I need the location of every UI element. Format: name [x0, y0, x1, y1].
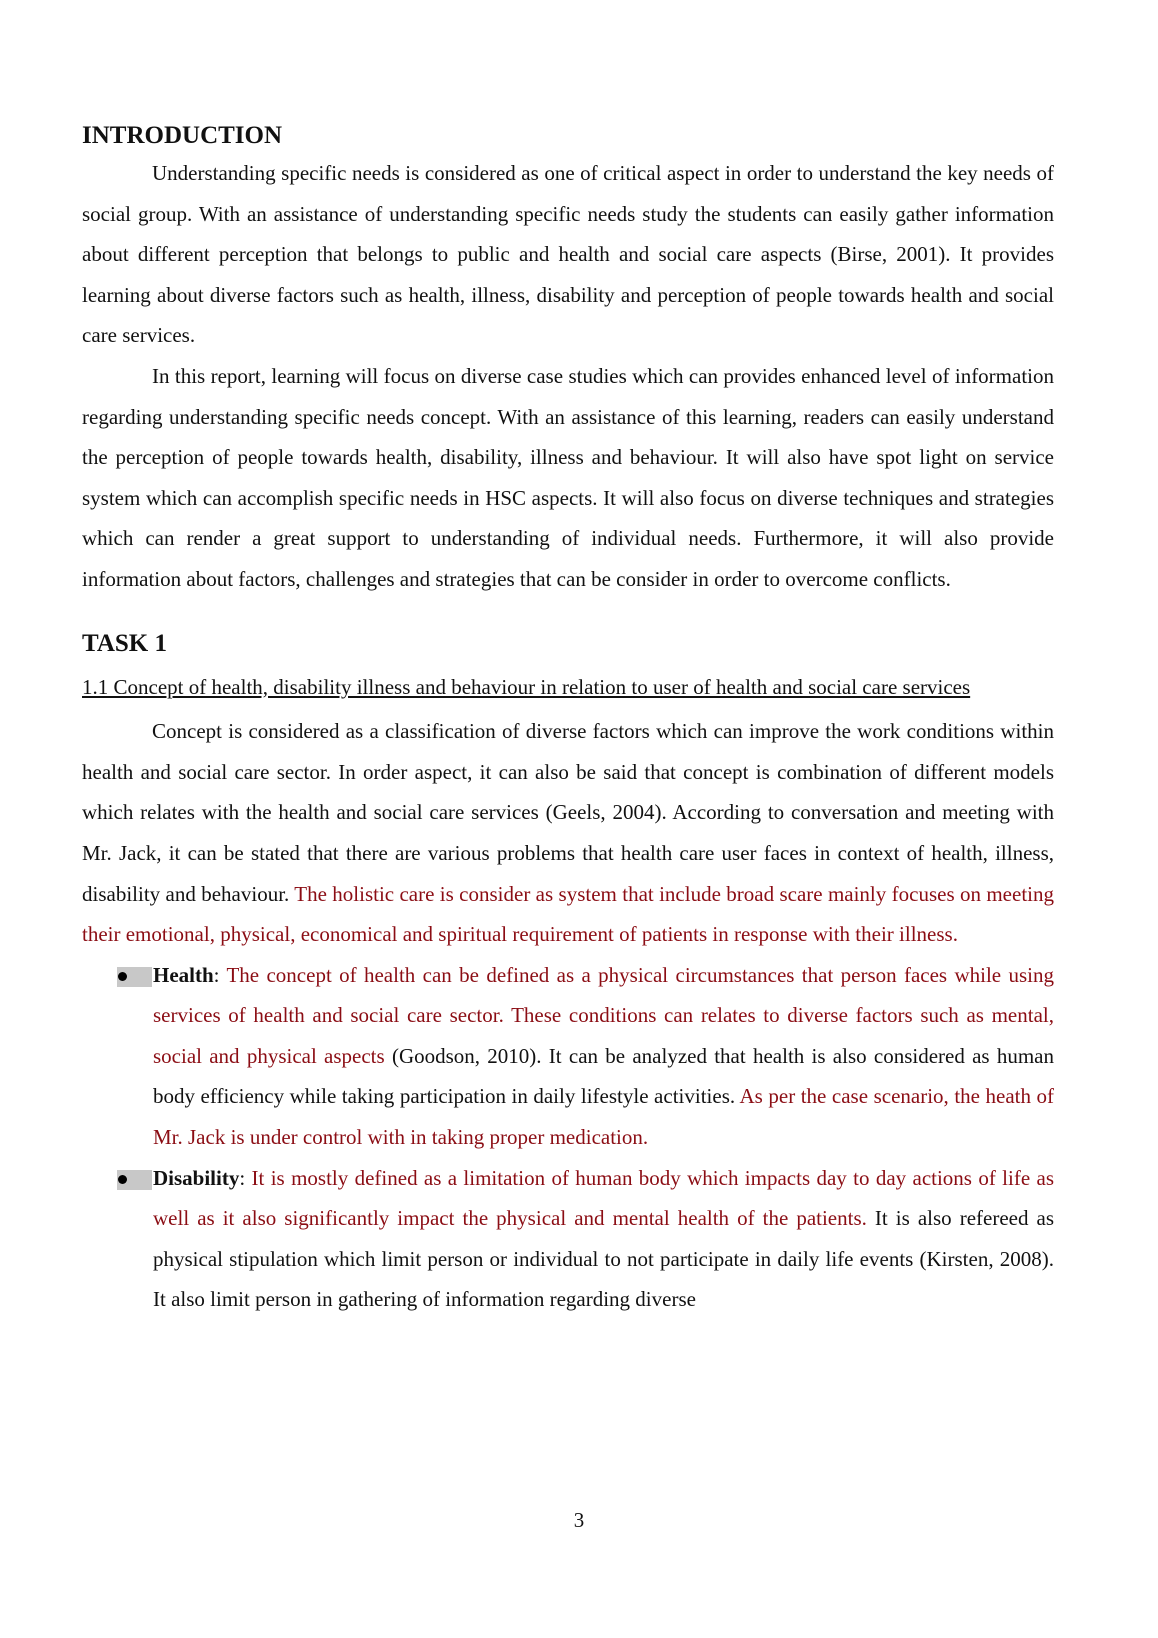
introduction-paragraph-1: Understanding specific needs is considered as one of critical aspect in order to understand the key needs of social group. With an assistance of understanding specific needs study the students can easily gather information about different perception that belongs to public and health and social care aspects (Birse, 2001). It provides learning about diverse factors such as health, illness, disability and perception of people towards health and social care services. [82, 161, 1054, 348]
bullet-term: Disability [153, 1165, 240, 1190]
concept-paragraph [82, 711, 1054, 955]
task-1-heading: TASK 1 [82, 629, 167, 657]
introduction-paragraph-2: In this report, learning will focus on diverse case studies which can provides enhanced level of information regarding understanding specific needs concept. With an assistance of this learning, readers can easily understand the perception of people towards health, disability, illness and behaviour. It will also have spot light on service system which can accomplish specific needs in HSC aspects. It will also focus on diverse techniques and strategies which can render a great support to understanding of individual needs. Furthermore, it will also provide information about factors, challenges and strategies that can be consider in order to overcome conflicts. [82, 363, 1054, 591]
bullet-highlighted-text: As per the case scenario, the heath of Mr. Jack is under control with in taking proper medication. [153, 1084, 1055, 1150]
bullet-separator: : [213, 962, 227, 987]
list-item-disability [153, 1158, 1054, 1320]
bullet-text: (Goodson, 2010). It can be analyzed that health is also considered as human body efficiency while taking participation in daily lifestyle activities. [153, 1043, 1054, 1109]
concept-highlighted-text: The holistic care is consider as system that include broad scare mainly focuses on meeting their emotional, physical, economical and spiritual requirement of patients in response with their illness. [82, 881, 1054, 947]
bullet-separator: : [239, 1165, 252, 1190]
introduction-heading: INTRODUCTION [82, 122, 283, 149]
list-item-health [153, 955, 1054, 1158]
concept-bullet-list [82, 955, 1054, 1320]
bullet-icon [117, 1170, 152, 1190]
bullet-highlighted-text: The concept of health can be defined as a physical circumstances that person faces while using services of health and social care sector. These conditions can relates to diverse factors such as mental, social and physical aspects [153, 962, 1054, 1068]
bullet-text: It is also refereed as physical stipulation which limit person or individual to not participate in daily life events (Kirsten, 2008). It also limit person in gathering of information regarding diverse [153, 1206, 1054, 1312]
page-number: 3 [573, 1508, 585, 1532]
section-1-1-subheading: 1.1 Concept of health, disability illness and behaviour in relation to user of health and social care services [82, 674, 971, 699]
bullet-highlighted-text: It is mostly defined as a limitation of human body which impacts day to day actions of life as well as it also significantly impact the physical and mental health of the patients. [153, 1165, 1054, 1231]
concept-text: Concept is considered as a classification of diverse factors which can improve the work conditions within health and social care sector. In order aspect, it can also be said that concept is combination of different models which relates with the health and social care services (Geels, 2004). According to conversation and meeting with Mr. Jack, it can be stated that there are various problems that health care user faces in context of health, illness, disability and behaviour. [82, 719, 1054, 906]
bullet-icon [117, 967, 152, 987]
bullet-term: Health [153, 962, 214, 987]
